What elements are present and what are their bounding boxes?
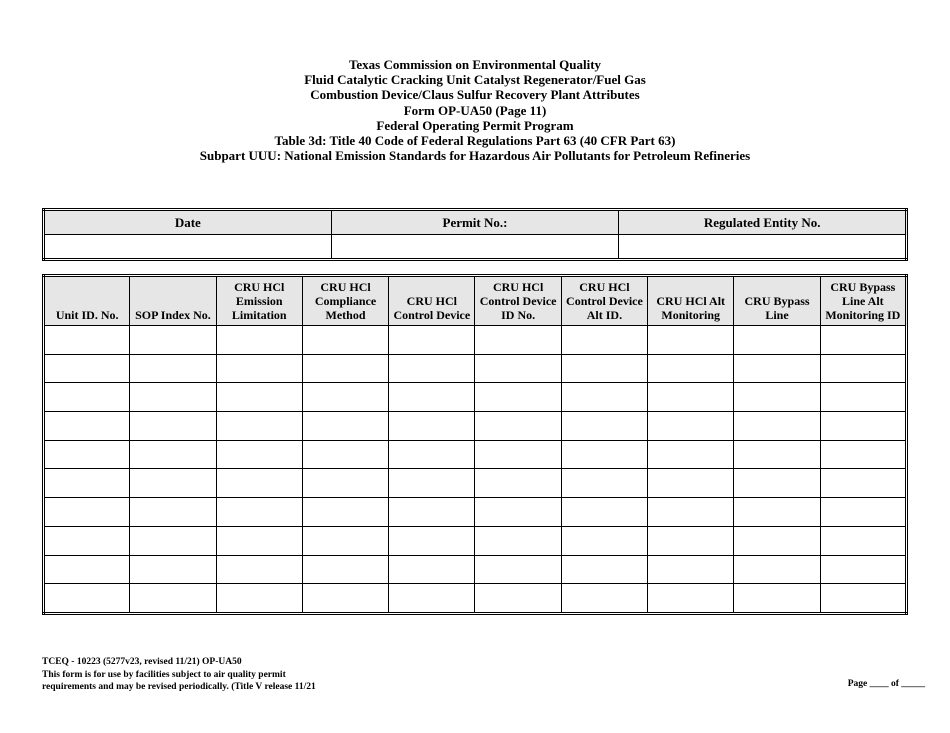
table-cell[interactable] — [130, 498, 216, 527]
table-cell[interactable] — [130, 584, 216, 614]
table-row — [44, 354, 907, 383]
table-cell[interactable] — [130, 354, 216, 383]
table-cell[interactable] — [389, 412, 475, 441]
table-cell[interactable] — [561, 440, 647, 469]
table-cell[interactable] — [130, 326, 216, 355]
table-cell[interactable] — [475, 383, 561, 412]
table-cell[interactable] — [44, 354, 130, 383]
table-cell[interactable] — [44, 383, 130, 412]
attributes-table — [42, 274, 908, 615]
info-table — [42, 208, 908, 261]
form-number: Form OP-UA50 (Page 11) — [403, 102, 547, 118]
table-cell[interactable] — [389, 383, 475, 412]
table-cell[interactable] — [734, 354, 820, 383]
table-cell[interactable] — [130, 412, 216, 441]
table-cell[interactable] — [44, 498, 130, 527]
table-cell[interactable] — [734, 469, 820, 498]
table-cell[interactable] — [561, 383, 647, 412]
table-cell[interactable] — [389, 440, 475, 469]
table-cell[interactable] — [648, 469, 734, 498]
column-header-control-device: CRU HCl Control Device — [389, 276, 475, 326]
table-cell[interactable] — [44, 584, 130, 614]
column-header-control-device-id: CRU HCl Control Device ID No. — [475, 276, 561, 326]
table-body — [44, 326, 907, 614]
table-cell[interactable] — [561, 326, 647, 355]
table-cell[interactable] — [130, 440, 216, 469]
table-cell[interactable] — [389, 526, 475, 555]
table-cell[interactable] — [734, 584, 820, 614]
table-cell[interactable] — [130, 526, 216, 555]
table-cell[interactable] — [302, 440, 388, 469]
table-cell[interactable] — [216, 555, 302, 584]
table-cell[interactable] — [475, 354, 561, 383]
table-cell[interactable] — [648, 383, 734, 412]
column-header-emission-limitation: CRU HCl Emission Limitation — [216, 276, 302, 326]
table-cell[interactable] — [130, 555, 216, 584]
table-cell[interactable] — [389, 326, 475, 355]
table-cell[interactable] — [475, 555, 561, 584]
table-cell[interactable] — [820, 526, 906, 555]
table-cell[interactable] — [648, 555, 734, 584]
table-cell[interactable] — [389, 555, 475, 584]
column-header-control-device-alt-id: CRU HCl Control Device Alt ID. — [561, 276, 647, 326]
table-cell[interactable] — [475, 469, 561, 498]
column-header-compliance-method: CRU HCl Compliance Method — [302, 276, 388, 326]
table-cell[interactable] — [44, 469, 130, 498]
table-cell[interactable] — [648, 526, 734, 555]
program-name: Federal Operating Permit Program — [376, 117, 574, 133]
table-cell[interactable] — [44, 412, 130, 441]
table-cell[interactable] — [216, 326, 302, 355]
table-cell[interactable] — [475, 412, 561, 441]
table-cell[interactable] — [648, 354, 734, 383]
regulated-entity-field[interactable] — [619, 235, 907, 260]
table-cell[interactable] — [820, 412, 906, 441]
table-cell[interactable] — [302, 412, 388, 441]
table-cell[interactable] — [475, 326, 561, 355]
permit-no-header: Permit No.: — [331, 210, 619, 235]
table-cell[interactable] — [302, 555, 388, 584]
table-cell[interactable] — [216, 469, 302, 498]
footer-form-id: TCEQ - 10223 (5277v23, revised 11/21) OP-UA50 — [42, 657, 242, 667]
permit-no-field[interactable] — [331, 235, 619, 260]
form-header — [0, 57, 950, 163]
table-cell[interactable] — [302, 326, 388, 355]
table-cell[interactable] — [734, 412, 820, 441]
table-cell[interactable] — [561, 526, 647, 555]
table-cell[interactable] — [734, 498, 820, 527]
table-cell[interactable] — [389, 469, 475, 498]
table-cell[interactable] — [561, 498, 647, 527]
agency-title: Texas Commission on Environmental Quality — [348, 57, 602, 72]
table-cell[interactable] — [475, 440, 561, 469]
table-cell[interactable] — [216, 584, 302, 614]
column-header-sop-index: SOP Index No. — [130, 276, 216, 326]
table-cell[interactable] — [302, 526, 388, 555]
form-subject-line-2: Combustion Device/Claus Sulfur Recovery Plant Attributes — [310, 87, 640, 103]
footer-note-1: This form is for use by facilities subject to air quality permit — [42, 669, 286, 680]
form-footer — [42, 656, 316, 694]
table-cell[interactable] — [648, 440, 734, 469]
regulated-entity-header: Regulated Entity No. — [619, 210, 907, 235]
table-cell[interactable] — [130, 469, 216, 498]
table-cell[interactable] — [820, 498, 906, 527]
table-cell[interactable] — [648, 498, 734, 527]
table-row — [44, 526, 907, 555]
table-cell[interactable] — [216, 354, 302, 383]
table-cell[interactable] — [44, 440, 130, 469]
table-cell[interactable] — [216, 498, 302, 527]
table-cell[interactable] — [648, 584, 734, 614]
table-cell[interactable] — [648, 412, 734, 441]
table-cell[interactable] — [734, 555, 820, 584]
table-cell[interactable] — [561, 354, 647, 383]
table-cell[interactable] — [734, 326, 820, 355]
table-cell[interactable] — [44, 526, 130, 555]
table-row — [44, 412, 907, 441]
table-row — [44, 383, 907, 412]
table-cell[interactable] — [734, 440, 820, 469]
table-cell[interactable] — [734, 383, 820, 412]
date-field[interactable] — [44, 235, 332, 260]
table-cell[interactable] — [44, 555, 130, 584]
table-cell[interactable] — [561, 555, 647, 584]
table-cell[interactable] — [561, 412, 647, 441]
table-cell[interactable] — [734, 526, 820, 555]
table-cell[interactable] — [475, 498, 561, 527]
date-header: Date — [44, 210, 332, 235]
table-cell[interactable] — [302, 383, 388, 412]
table-cell[interactable] — [302, 498, 388, 527]
table-row — [44, 498, 907, 527]
table-cell[interactable] — [820, 383, 906, 412]
table-cell[interactable] — [302, 584, 388, 614]
table-cell[interactable] — [389, 498, 475, 527]
subpart-title: Subpart UUU: National Emission Standards for Hazardous Air Pollutants for Petroleum Refineries — [199, 148, 751, 164]
table-cell[interactable] — [561, 584, 647, 614]
table-cell[interactable] — [820, 354, 906, 383]
table-cell[interactable] — [216, 383, 302, 412]
table-cell[interactable] — [475, 584, 561, 614]
table-cell[interactable] — [302, 354, 388, 383]
table-cell[interactable] — [820, 584, 906, 614]
table-cell[interactable] — [820, 555, 906, 584]
table-cell[interactable] — [216, 412, 302, 441]
table-cell[interactable] — [820, 469, 906, 498]
table-cell[interactable] — [389, 354, 475, 383]
table-row — [44, 469, 907, 498]
table-cell[interactable] — [648, 326, 734, 355]
column-header-unit-id: Unit ID. No. — [44, 276, 130, 326]
table-cell[interactable] — [561, 469, 647, 498]
footer-note-2: requirements and may be revised periodically. (Title V release 11/21 — [42, 682, 316, 692]
table-cell[interactable] — [44, 326, 130, 355]
table-cell[interactable] — [820, 326, 906, 355]
column-header-bypass-line: CRU Bypass Line — [734, 276, 820, 326]
table-cell[interactable] — [389, 584, 475, 614]
table-row — [44, 440, 907, 469]
table-cell[interactable] — [216, 440, 302, 469]
column-header-bypass-alt-monitoring: CRU Bypass Line Alt Monitoring ID — [820, 276, 906, 326]
table-cell[interactable] — [302, 469, 388, 498]
table-cell[interactable] — [216, 526, 302, 555]
table-row — [44, 584, 907, 614]
column-header-alt-monitoring: CRU HCl Alt Monitoring — [648, 276, 734, 326]
table-row — [44, 326, 907, 355]
table-cell[interactable] — [820, 440, 906, 469]
column-header-row — [44, 276, 907, 326]
table-cell[interactable] — [130, 383, 216, 412]
page-number: Page ____ of _____ — [847, 679, 925, 689]
table-cell[interactable] — [475, 526, 561, 555]
table-title: Table 3d: Title 40 Code of Federal Regulations Part 63 (40 CFR Part 63) — [274, 133, 676, 149]
form-subject-line-1: Fluid Catalytic Cracking Unit Catalyst Regenerator/Fuel Gas — [304, 72, 646, 88]
table-row — [44, 555, 907, 584]
